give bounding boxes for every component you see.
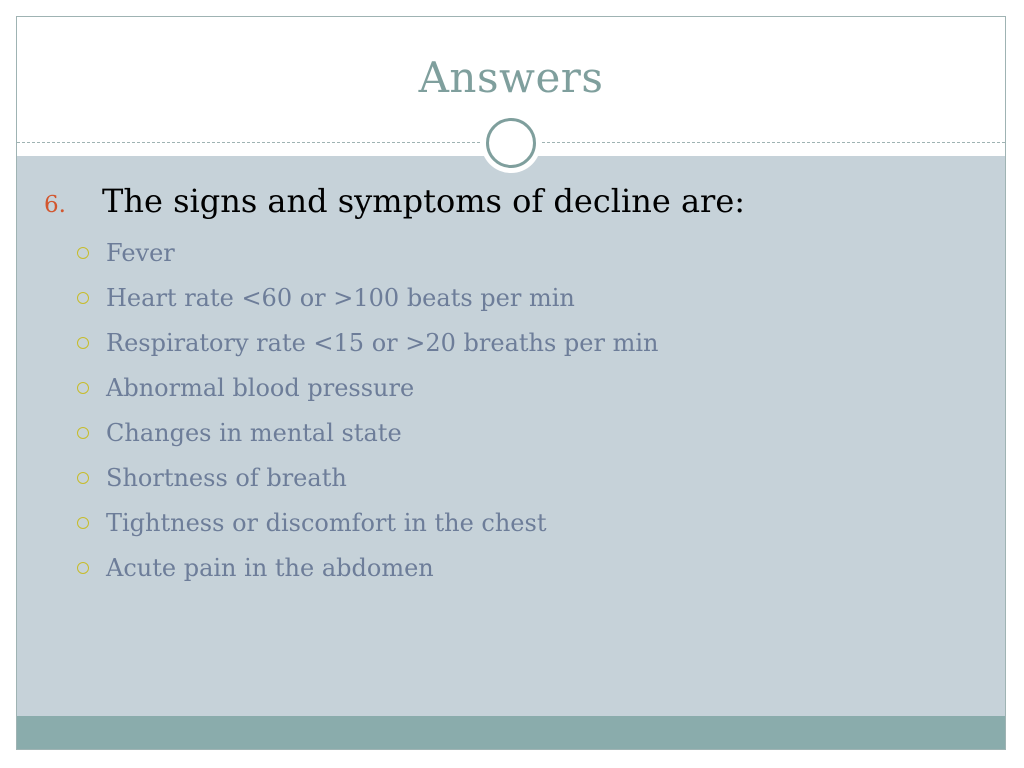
list-item: [77, 410, 658, 455]
circle-bullet-icon: [77, 427, 89, 439]
list-item: [77, 230, 658, 275]
bullet-text: Abnormal blood pressure: [106, 373, 415, 402]
list-item: [77, 320, 658, 365]
list-item: [77, 365, 658, 410]
symptom-list: [77, 230, 658, 590]
bullet-text: Shortness of breath: [106, 463, 347, 492]
bullet-text: Changes in mental state: [106, 418, 402, 447]
circle-bullet-icon: [77, 517, 89, 529]
list-item: [77, 275, 658, 320]
list-item: [77, 500, 658, 545]
ring-inner: [486, 118, 536, 168]
circle-bullet-icon: [77, 562, 89, 574]
bullet-text: Tightness or discomfort in the chest: [106, 508, 547, 537]
footer-bar: [17, 716, 1005, 750]
circle-bullet-icon: [77, 247, 89, 259]
numbered-heading: [44, 182, 745, 226]
circle-bullet-icon: [77, 337, 89, 349]
bullet-text: Heart rate <60 or >100 beats per min: [106, 283, 575, 312]
circle-bullet-icon: [77, 292, 89, 304]
heading-text: The signs and symptoms of decline are:: [102, 182, 746, 220]
bullet-text: Acute pain in the abdomen: [106, 553, 434, 582]
slide: [16, 16, 1006, 750]
bullet-text: Respiratory rate <15 or >20 breaths per min: [106, 328, 659, 357]
list-item: [77, 455, 658, 500]
bullet-text: Fever: [106, 238, 175, 267]
slide-title: Answers: [418, 53, 604, 102]
circle-bullet-icon: [77, 472, 89, 484]
ring-ornament-icon: [481, 113, 541, 173]
circle-bullet-icon: [77, 382, 89, 394]
list-item: [77, 545, 658, 590]
item-number: 6.: [44, 192, 66, 218]
